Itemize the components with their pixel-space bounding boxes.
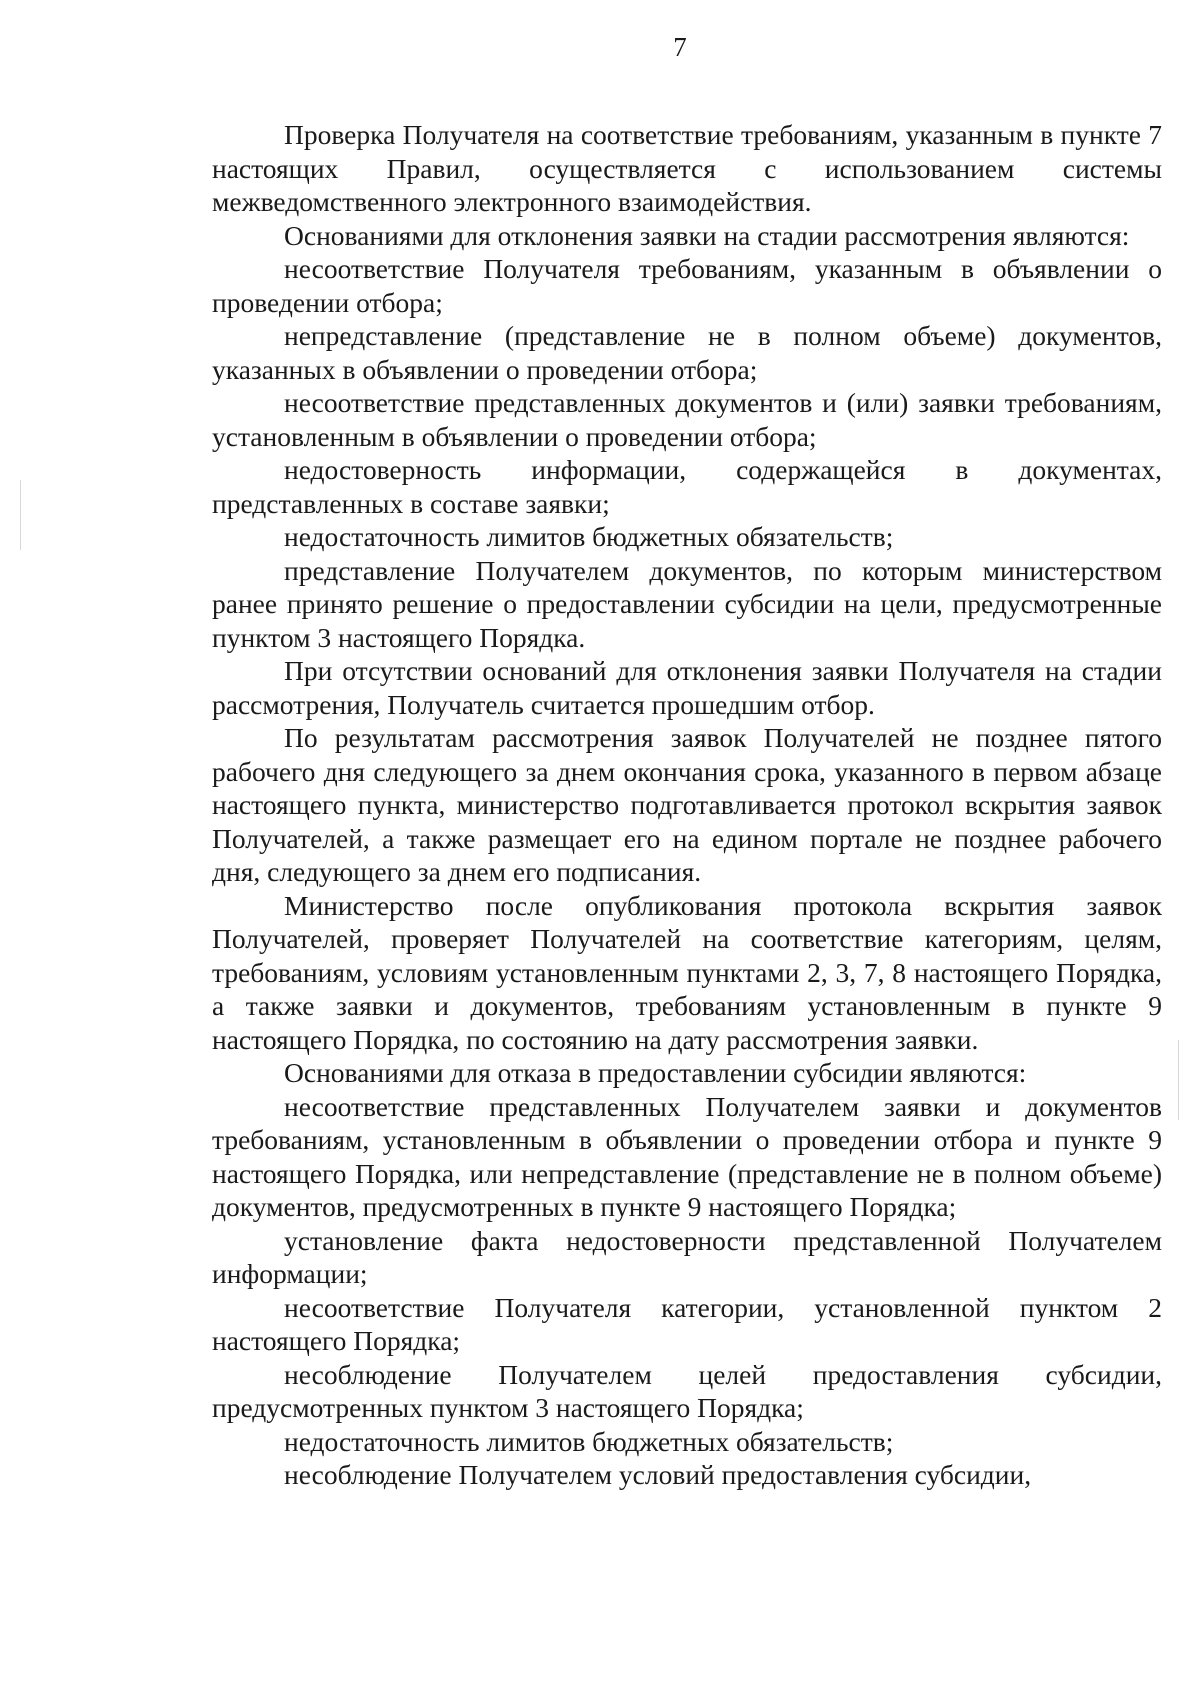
paragraph: Основаниями для отказа в предоставлении субсидии являются: [284, 1057, 1027, 1088]
paragraph: Министерство после опубликования протокола вскрытия заявок Получателей, проверяет Получателей на соответствие категориям, целям, требованиям, условиям установленным пунктами 2, 3, 7, 8 настоящего Порядка, а также заявки и документов, требованиям установленным в пункте 9 настоящего Порядка, по состоянию на дату рассмотрения заявки. [212, 889, 1162, 1055]
paragraph: установление факта недостоверности представленной Получателем информации; [212, 1224, 1162, 1289]
paragraph: несоответствие Получателя требованиям, указанным в объявлении о проведении отбора; [212, 253, 1162, 318]
paragraph: При отсутствии оснований для отклонения заявки Получателя на стадии рассмотрения, Получатель считается прошедшим отбор. [212, 655, 1162, 720]
scan-artifact [1178, 1040, 1179, 1120]
scan-artifact [20, 480, 21, 550]
paragraph: Основаниями для отклонения заявки на стадии рассмотрения являются: [284, 219, 1130, 251]
paragraph: несоблюдение Получателем целей предоставления субсидии, предусмотренных пунктом 3 настоящего Порядка; [212, 1358, 1162, 1423]
paragraph: недостоверность информации, содержащейся в документах, представленных в составе заявки; [212, 454, 1162, 519]
document-body [212, 118, 1162, 1492]
paragraph: несоответствие Получателя категории, установленной пунктом 2 настоящего Порядка; [212, 1291, 1162, 1356]
page-number: 7 [673, 32, 687, 62]
paragraph: недостаточность лимитов бюджетных обязательств; [284, 1425, 894, 1457]
paragraph: недостаточность лимитов бюджетных обязательств; [284, 521, 894, 552]
paragraph: По результатам рассмотрения заявок Получателей не позднее пятого рабочего дня следующего за днем окончания срока, указанного в первом абзаце настоящего пункта, министерство подготавливается протокол вскрытия заявок Получателей, а также размещает его на едином портале не позднее рабочего дня, следующего за днем его подписания. [212, 722, 1162, 887]
paragraph: несоответствие представленных Получателем заявки и документов требованиям, установленным в объявлении о проведении отбора и пункте 9 настоящего Порядка, или непредставление (представление не в полном объеме) документов, предусмотренных в пункте 9 настоящего Порядка; [212, 1090, 1162, 1222]
paragraph: Проверка Получателя на соответствие требованиям, указанным в пункте 7 настоящих Правил, осуществляется с использованием системы межведомственного электронного взаимодействия. [212, 119, 1162, 217]
paragraph: несоответствие представленных документов и (или) заявки требованиям, установленным в объявлении о проведении отбора; [212, 387, 1162, 452]
paragraph: непредставление (представление не в полном объеме) документов, указанных в объявлении о проведении отбора; [212, 320, 1162, 385]
paragraph: представление Получателем документов, по которым министерством ранее принято решение о предоставлении субсидии на цели, предусмотренные пунктом 3 настоящего Порядка. [212, 554, 1162, 653]
paragraph: несоблюдение Получателем условий предоставления субсидии, [284, 1459, 1032, 1490]
